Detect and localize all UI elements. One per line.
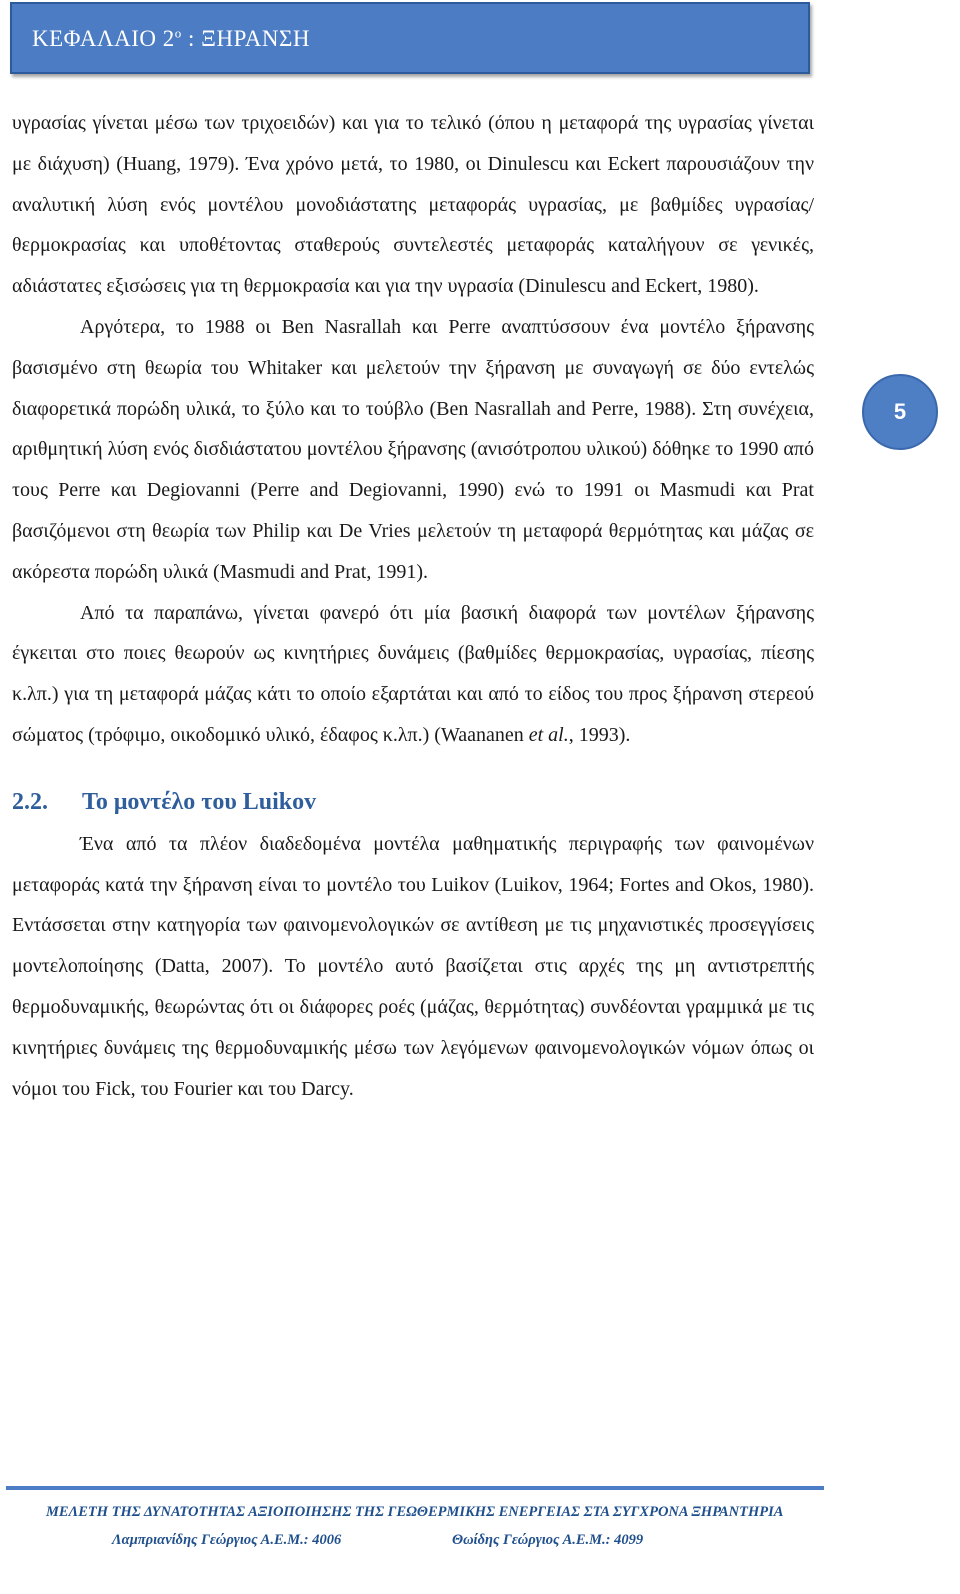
footer-rule [6, 1486, 824, 1490]
chapter-title-prefix: ΚΕΦΑΛΑΙΟ 2 [32, 26, 175, 51]
chapter-title-superscript: ο [174, 25, 182, 41]
paragraph-3-end: , 1993). [568, 723, 631, 746]
paragraph-3-italic: et al. [528, 723, 569, 746]
paragraph-3-text: Από τα παραπάνω, γίνεται φανερό ότι μία βασική διαφορά των μοντέλων ξήρανσης έγκειται στο ποιες θεωρούν ως κινητήριες δυνάμεις (βαθμίδες θερμοκρασίας, υγρασίας, πίεσης κ.λπ.) για τη μεταφορά μάζας κάτι το οποίο εξαρτάται και από το είδος του προς ξήρανση στερεού σώματος (τρόφιμο, οικοδομικό υλικό, έδαφος κ.λπ.) (Waananen [12, 601, 814, 746]
chapter-title-suffix: : ΞΗΡΑΝΣΗ [181, 26, 311, 51]
footer-author-1: Λαμπριανίδης Γεώργιος Α.Ε.Μ.: 4006 [112, 1532, 342, 1548]
paragraph-3 [12, 593, 814, 756]
page-number-badge: 5 [862, 374, 938, 450]
footer-author-2: Θωίδης Γεώργιος Α.Ε.Μ.: 4099 [452, 1532, 644, 1548]
footer-thesis-title: ΜΕΛΕΤΗ ΤΗΣ ΔΥΝΑΤΟΤΗΤΑΣ ΑΞΙΟΠΟΙΗΣΗΣ ΤΗΣ ΓΕΩΘΕΡΜΙΚΗΣ ΕΝΕΡΓΕΙΑΣ ΣΤΑ ΣΥΓΧΡΟΝΑ ΞΗΡΑΝΤΗΡΙΑ [46, 1504, 784, 1520]
section-title: Το μοντέλο του Luikov [82, 788, 317, 815]
section-heading [12, 780, 814, 824]
document-body [12, 103, 814, 1109]
chapter-title [32, 26, 310, 52]
section-paragraph: Ένα από τα πλέον διαδεδομένα μοντέλα μαθηματικής περιγραφής των φαινομένων μεταφοράς κατά την ξήρανση είναι το μοντέλο του Luikov (Luikov, 1964; Fortes and Okos, 1980). Εντάσσεται στην κατηγορία των φαινομενολογικών σε αντίθεση με τις μηχανιστικές προσεγγίσεις μοντελοποίησης (Datta, 2007). Το μοντέλο αυτό βασίζεται στις αρχές της μη αντιστρεπτής θερμοδυναμικής, θεωρώντας ότι οι διάφορες ροές (μάζας, θερμότητας) συνδέονται γραμμικά με τις κινητήριες δυνάμεις της θερμοδυναμικής μέσω των λεγόμενων φαινομενολογικών νόμων όπως οι νόμοι του Fick, του Fourier και του Darcy. [12, 832, 814, 1100]
chapter-header [10, 2, 810, 74]
paragraph-1: υγρασίας γίνεται μέσω των τριχοειδών) και για το τελικό (όπου η μεταφορά της υγρασίας γίνεται με διάχυση) (Huang, 1979). Ένα χρόνο μετά, το 1980, οι Dinulescu και Eckert παρουσιάζουν την αναλυτική λύση ενός μοντέλου μονοδιάστατης μεταφοράς υγρασίας, με βαθμίδες υγρασίας/θερμοκρασίας και υποθέτοντας σταθερούς συντελεστές μεταφοράς καταλήγουν σε γενικές, αδιάστατες εξισώσεις για τη θερμοκρασία και για την υγρασία (Dinulescu and Eckert, 1980). [12, 112, 814, 298]
section-number: 2.2. [12, 788, 48, 815]
paragraph-2: Αργότερα, το 1988 οι Ben Nasrallah και Perre αναπτύσσουν ένα μοντέλο ξήρανσης βασισμένο στη θεωρία του Whitaker και μελετούν την ξήρανση με συναγωγή σε δύο εντελώς διαφορετικά πορώδη υλικά, το ξύλο και το τούβλο (Ben Nasrallah and Perre, 1988). Στη συνέχεια, αριθμητική λύση ενός δισδιάστατου μοντέλου ξήρανσης (ανισότροπου υλικού) δόθηκε το 1990 από τους Perre και Degiovanni (Perre and Degiovanni, 1990) ενώ το 1991 οι Masmudi και Prat βασιζόμενοι στη θεωρία των Philip και De Vries μελετούν τη μεταφορά θερμότητας και μάζας σε ακόρεστα πορώδη υλικά (Masmudi and Prat, 1991). [12, 315, 814, 583]
